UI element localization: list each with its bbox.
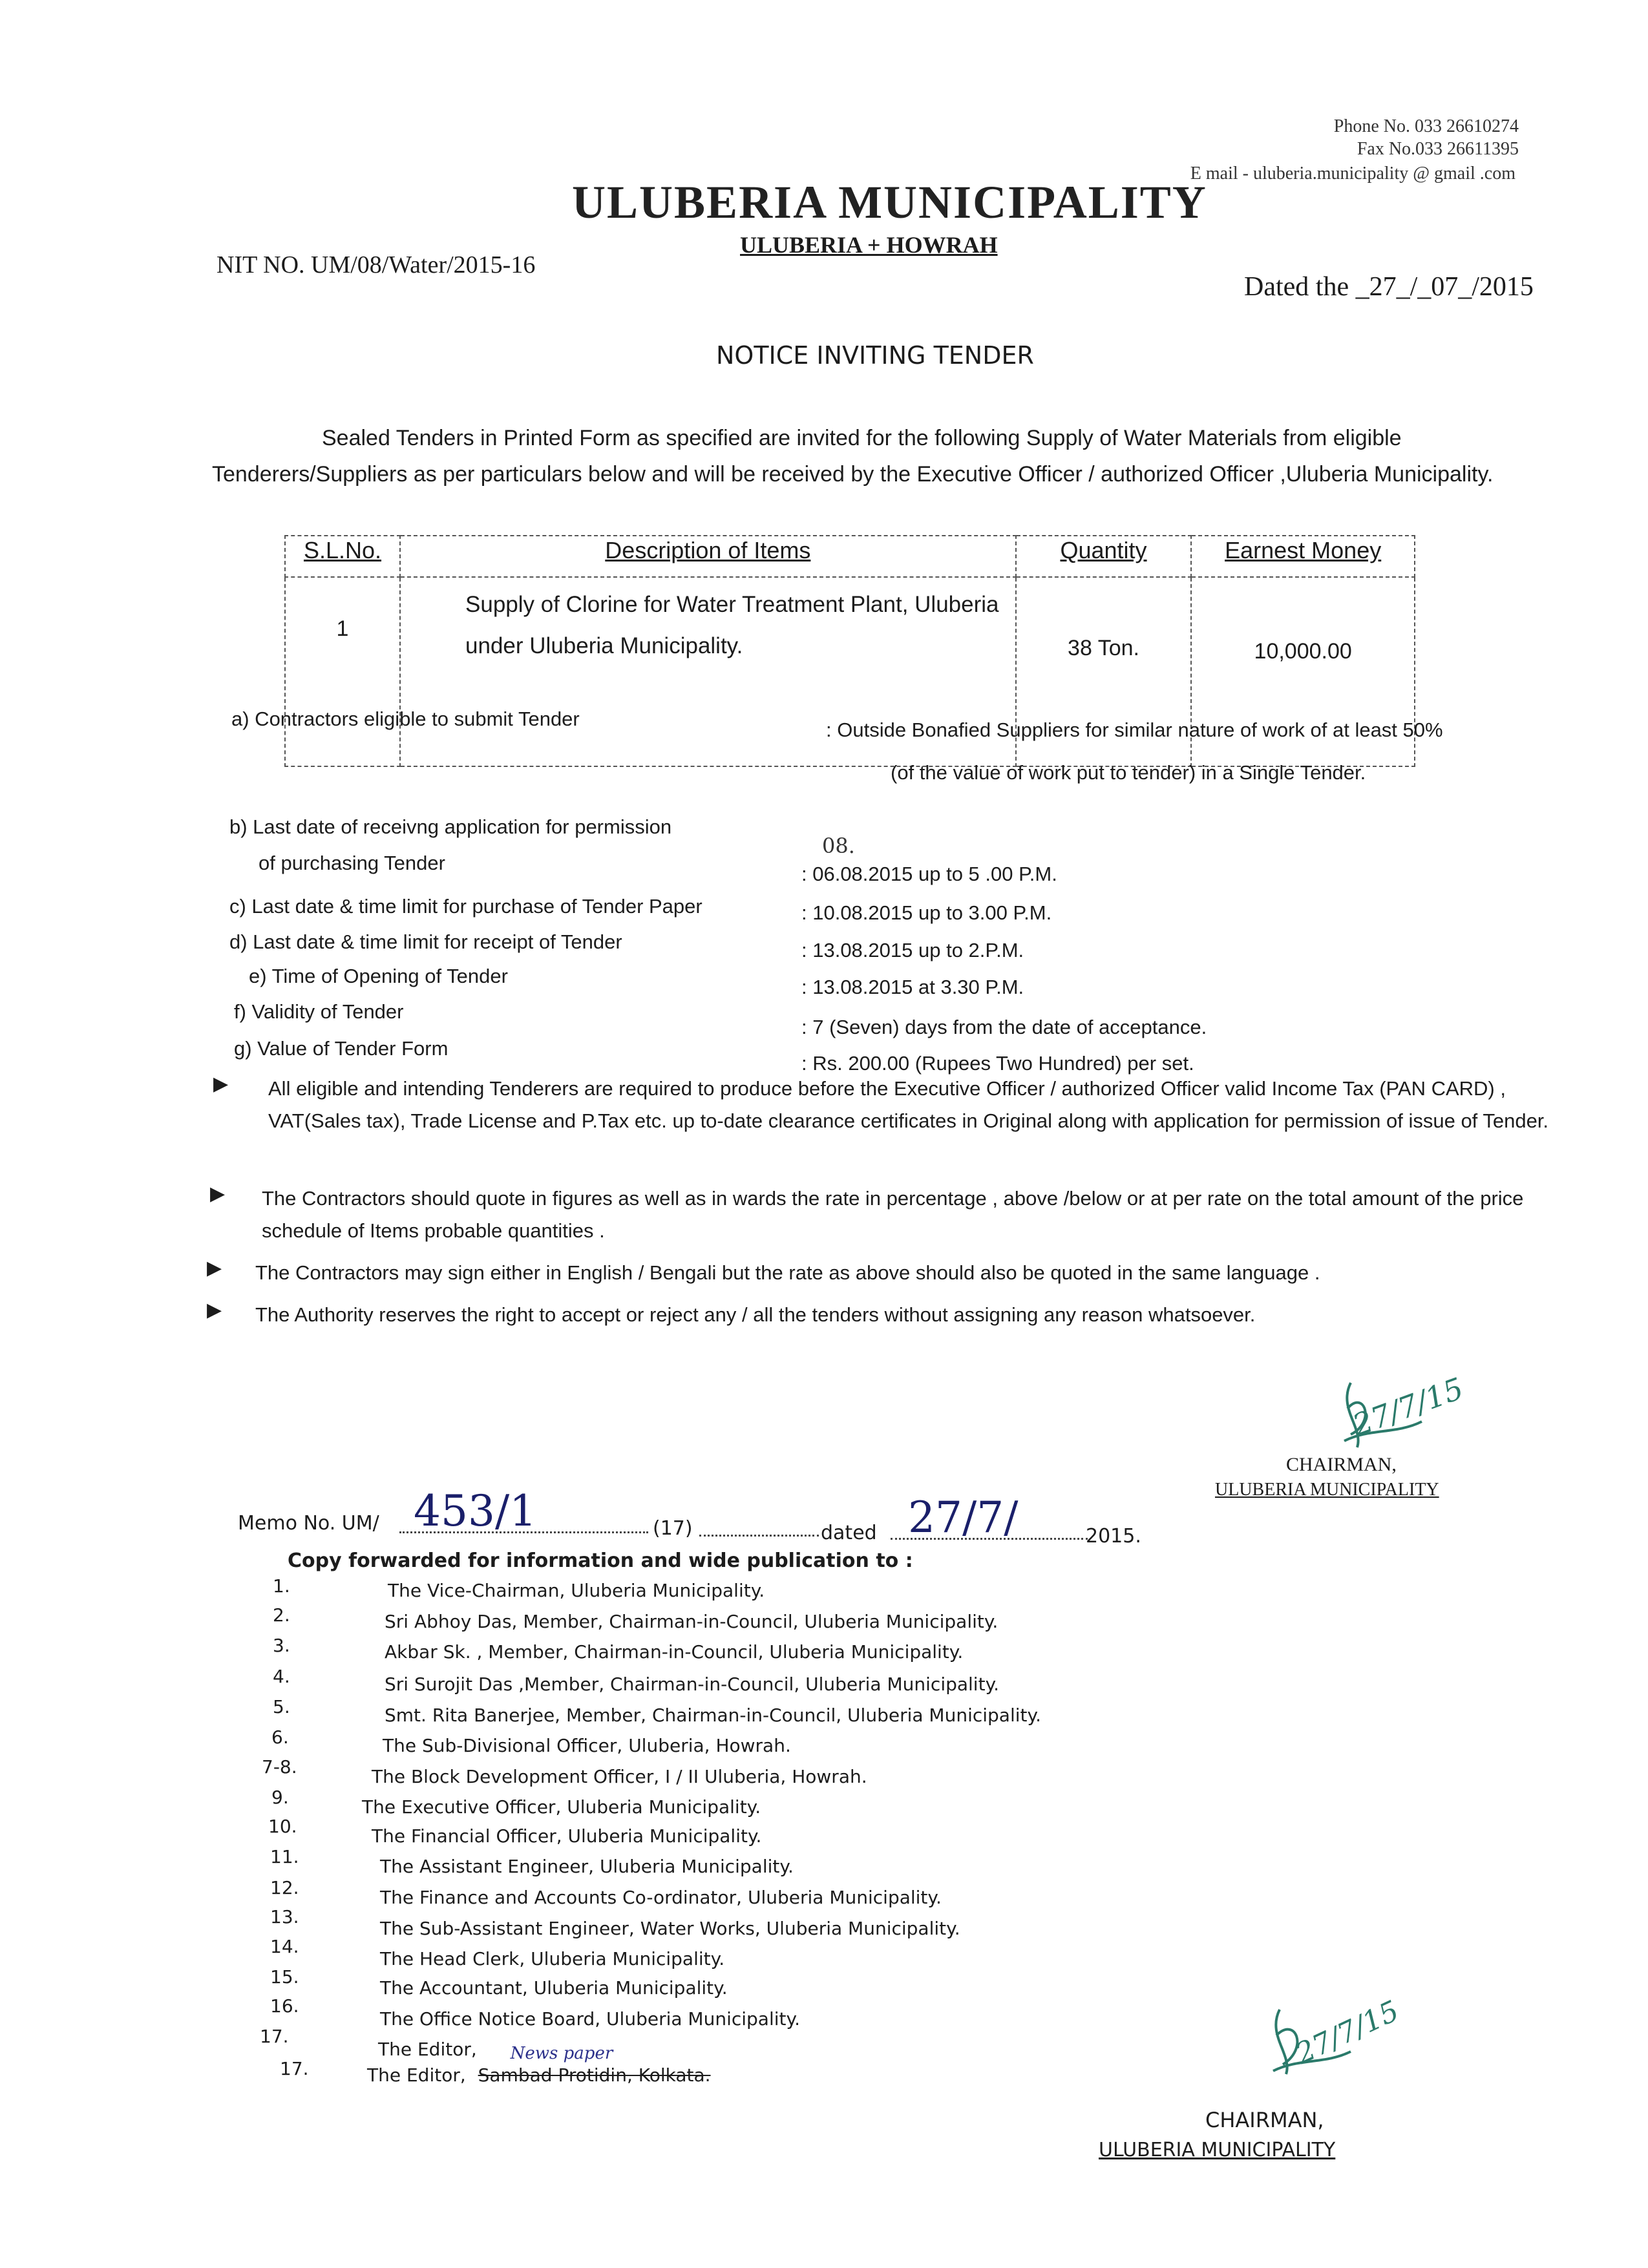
cc-num: 2. (273, 1604, 290, 1626)
cc-num: 6. (271, 1727, 289, 1748)
list-item: The Vice-Chairman, Uluberia Municipality. (388, 1580, 765, 1601)
list-item: The Accountant, Uluberia Municipality. (380, 1977, 728, 1999)
cc-num: 16. (270, 1995, 299, 2017)
header-description: Description of Items (400, 536, 1016, 577)
phone-number: Phone No. 033 26610274 (1333, 116, 1519, 136)
cc-num: 15. (270, 1966, 299, 1988)
memo-dated-label: dated (821, 1522, 877, 1544)
list-item: The Sub-Divisional Officer, Uluberia, Howrah. (383, 1735, 791, 1756)
memo-blank-2 (699, 1535, 819, 1537)
bullet-item-3: The Contractors may sign either in English / Bengali but the rate as above should also be quoted in the same language . (255, 1261, 1320, 1284)
fax-number: Fax No.033 26611395 (1357, 139, 1519, 159)
list-item-17 (367, 2044, 711, 2086)
list-item: The Office Notice Board, Uluberia Municipality. (380, 2008, 800, 2030)
condition-c-label: c) Last date & time limit for purchase of Tender Paper (229, 895, 703, 918)
list-item: Akbar Sk. , Member, Chairman-in-Council, Uluberia Municipality. (385, 1641, 964, 1663)
memo-count: (17) (653, 1517, 693, 1540)
list-item: The Financial Officer, Uluberia Municipality. (372, 1825, 762, 1847)
condition-b-value: : 06.08.2015 up to 5 .00 P.M. (801, 863, 1057, 885)
list-item: The Finance and Accounts Co-ordinator, Uluberia Municipality. (380, 1887, 942, 1908)
bullet-arrow-icon: ▶ (213, 1073, 229, 1095)
struck-newspaper-name: Sambad Protidin, Kolkata. (478, 2064, 711, 2086)
list-item: The Assistant Engineer, Uluberia Municipality. (380, 1856, 794, 1877)
cell-earnest-money: 10,000.00 (1191, 577, 1415, 766)
cc-num: 1. (273, 1575, 290, 1597)
bullet-item-1: All eligible and intending Tenderers are required to produce before the Executive Officer / authorized Officer valid Income Tax (PAN CARD) , VAT(Sales tax), Trade License and P.Tax etc. up to-date clearance certificates in Original along with application for permission of issue of Tender. (268, 1077, 1549, 1132)
header-earnest-money: Earnest Money (1191, 536, 1415, 577)
condition-b-correction: 08. (822, 834, 855, 858)
condition-d-value: : 13.08.2015 up to 2.P.M. (801, 939, 1024, 961)
organization-title: ULUBERIA MUNICIPALITY (572, 176, 1207, 228)
notice-heading: NOTICE INVITING TENDER (716, 341, 1034, 370)
memo-date-handwritten: 27/7/ (908, 1493, 1019, 1542)
signatory-1-title: CHAIRMAN, (1286, 1454, 1397, 1475)
bullet-arrow-icon: ▶ (207, 1299, 222, 1321)
condition-c-value: : 10.08.2015 up to 3.00 P.M. (801, 901, 1052, 924)
condition-a-value: : Outside Bonafied Suppliers for similar nature of work of at least 50% (826, 719, 1443, 741)
bullet-item-4: The Authority reserves the right to accept or reject any / all the tenders without assigning any reason whatsoever. (255, 1303, 1256, 1326)
cc-num: 4. (273, 1666, 290, 1687)
inserted-news-paper: News paper (510, 2044, 613, 2063)
cc-num: 10. (268, 1816, 297, 1837)
cc-num: 17. (260, 2026, 289, 2047)
list-item: Sri Abhoy Das, Member, Chairman-in-Council, Uluberia Municipality. (385, 1611, 998, 1632)
list-item: Sri Surojit Das ,Member, Chairman-in-Council, Uluberia Municipality. (385, 1674, 1000, 1695)
memo-number-handwritten: 453/1 (414, 1486, 537, 1536)
cell-description: Supply of Clorine for Water Treatment Plant, Uluberia under Uluberia Municipality. (400, 577, 1016, 766)
condition-d-label: d) Last date & time limit for receipt of Tender (229, 930, 622, 953)
signatory-1-org: ULUBERIA MUNICIPALITY (1215, 1480, 1439, 1500)
condition-g-value: : Rs. 200.00 (Rupees Two Hundred) per set. (801, 1052, 1194, 1075)
condition-f-value: : 7 (Seven) days from the date of acceptance. (801, 1016, 1207, 1038)
list-item: The Executive Officer, Uluberia Municipality. (362, 1796, 761, 1818)
notice-date: Dated the _27_/_07_/2015 (1244, 272, 1534, 302)
nit-number: NIT NO. UM/08/Water/2015-16 (217, 251, 536, 278)
bullet-arrow-icon: ▶ (207, 1257, 222, 1279)
cc-num: 14. (270, 1936, 299, 1957)
editor-label: The Editor, (367, 2064, 466, 2086)
signature-1-date: 27/7/15 (1348, 1370, 1468, 1443)
cc-num: 11. (270, 1846, 299, 1867)
condition-b-label: b) Last date of receivng application for permission (229, 815, 672, 838)
table-header-row (285, 536, 1415, 577)
list-item: The Sub-Assistant Engineer, Water Works, Uluberia Municipality. (380, 1918, 960, 1939)
cc-num: 13. (270, 1906, 299, 1927)
bullet-item-2: The Contractors should quote in figures as well as in wards the rate in percentage , above /below or at per rate on the total amount of the price schedule of Items probable quantities . (262, 1187, 1524, 1242)
cc-num: 9. (271, 1787, 289, 1808)
signatory-2-title: CHAIRMAN, (1205, 2108, 1324, 2132)
copy-forwarded-line: Copy forwarded for information and wide publication to : (288, 1549, 913, 1572)
header-quantity: Quantity (1016, 536, 1192, 577)
organization-subtitle: ULUBERIA + HOWRAH (740, 232, 998, 258)
list-item: The Head Clerk, Uluberia Municipality. (380, 1948, 725, 1969)
condition-a-label: a) Contractors eligible to submit Tender (231, 708, 580, 730)
list-item: The Block Development Officer, I / II Uluberia, Howrah. (372, 1766, 867, 1787)
condition-e-value: : 13.08.2015 at 3.30 P.M. (801, 976, 1024, 998)
cc-num: 12. (270, 1877, 299, 1898)
memo-prefix: Memo No. UM/ (238, 1512, 379, 1535)
condition-a-value-cont: (of the value of work put to tender) in a Single Tender. (891, 761, 1366, 784)
cell-quantity: 38 Ton. (1016, 577, 1192, 766)
notice-intro: Sealed Tenders in Printed Form as specified are invited for the following Supply of Water Materials from eligible Tenderers/Suppliers as per particulars below and will be received by the Executive Officer / authorized Officer ,Uluberia Municipality. (212, 426, 1494, 487)
condition-f-label: f) Validity of Tender (234, 1000, 404, 1023)
email-address: E mail - uluberia.municipality @ gmail .com (1190, 163, 1516, 184)
cell-sl-no: 1 (285, 577, 400, 766)
condition-g-label: g) Value of Tender Form (234, 1037, 449, 1060)
memo-year: 2015. (1086, 1525, 1141, 1548)
header-sl-no: S.L.No. (285, 536, 400, 577)
signatory-2-org: ULUBERIA MUNICIPALITY (1099, 2139, 1336, 2161)
cc-num: 7-8. (262, 1756, 297, 1778)
cc-num: 5. (273, 1696, 290, 1717)
condition-e-label: e) Time of Opening of Tender (249, 965, 508, 987)
cc-num: 3. (273, 1635, 290, 1656)
list-item: Smt. Rita Banerjee, Member, Chairman-in-Council, Uluberia Municipality. (385, 1705, 1041, 1726)
signature-2-date: 27/7/15 (1291, 1994, 1404, 2071)
condition-b-label-cont: of purchasing Tender (259, 852, 445, 874)
list-item: The Editor, (378, 2039, 477, 2060)
cc-num-17: 17. (280, 2058, 309, 2079)
bullet-arrow-icon: ▶ (210, 1183, 226, 1204)
